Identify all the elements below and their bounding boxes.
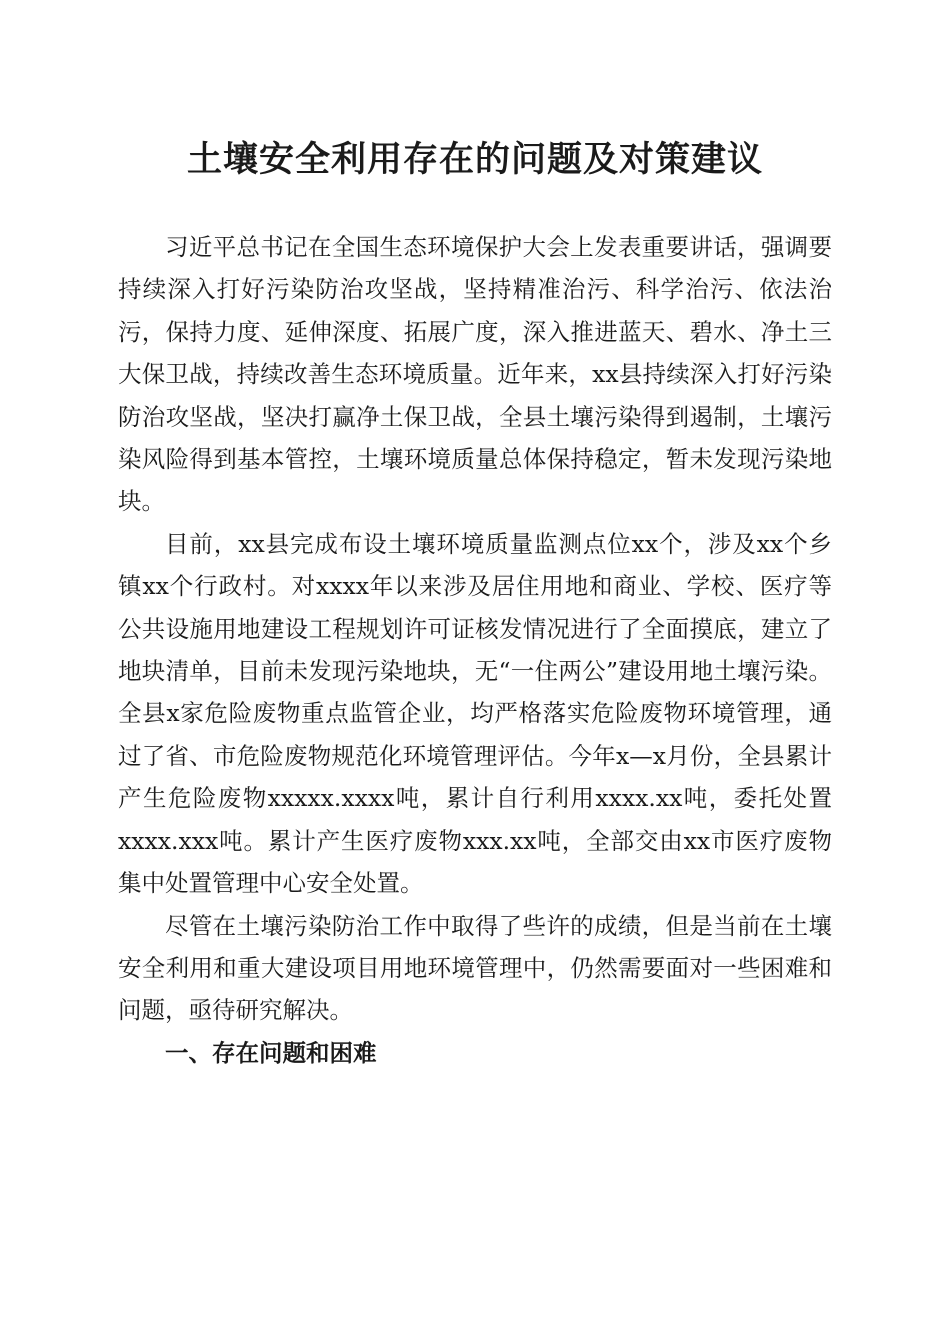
paragraph-intro: 习近平总书记在全国生态环境保护大会上发表重要讲话，强调要持续深入打好污染防治攻坚战，坚持精准治污、科学治污、依法治污，保持力度、延伸深度、拓展广度，深入推进蓝天、碧水、净土三大保卫战，持续改善生态环境质量。近年来，xx县持续深入打好污染防治攻坚战，坚决打赢净土保卫战，全县土壤污染得到遏制，土壤污染风险得到基本管控，土壤环境质量总体保持稳定，暂未发现污染地块。 [118, 233, 832, 516]
document-title: 土壤安全利用存在的问题及对策建议 [186, 139, 763, 180]
paragraph-current-status: 目前，xx县完成布设土壤环境质量监测点位xx个，涉及xx个乡镇xx个行政村。对xxxx年以来涉及居住用地和商业、学校、医疗等公共设施用地建设工程规划许可证核发情况进行了全面摸底，建立了地块清单，目前未发现污染地块，无“一住两公”建设用地土壤污染。全县x家危险废物重点监管企业，均严格落实危险废物环境管理，通过了省、市危险废物规范化环境管理评估。今年x—x月份，全县累计产生危险废物xxxxx.xxxx吨，累计自行利用xxxx.xx吨，委托处置xxxx.xxx吨。累计产生医疗废物xxx.xx吨，全部交由xx市医疗废物集中处置管理中心安全处置。 [118, 529, 832, 898]
section-heading: 一、存在问题和困难 [165, 1038, 377, 1067]
paragraph-transition: 尽管在土壤污染防治工作中取得了些许的成绩，但是当前在土壤安全利用和重大建设项目用地环境管理中，仍然需要面对一些困难和问题，亟待研究解决。 [118, 911, 832, 1025]
document-body [118, 226, 832, 1074]
